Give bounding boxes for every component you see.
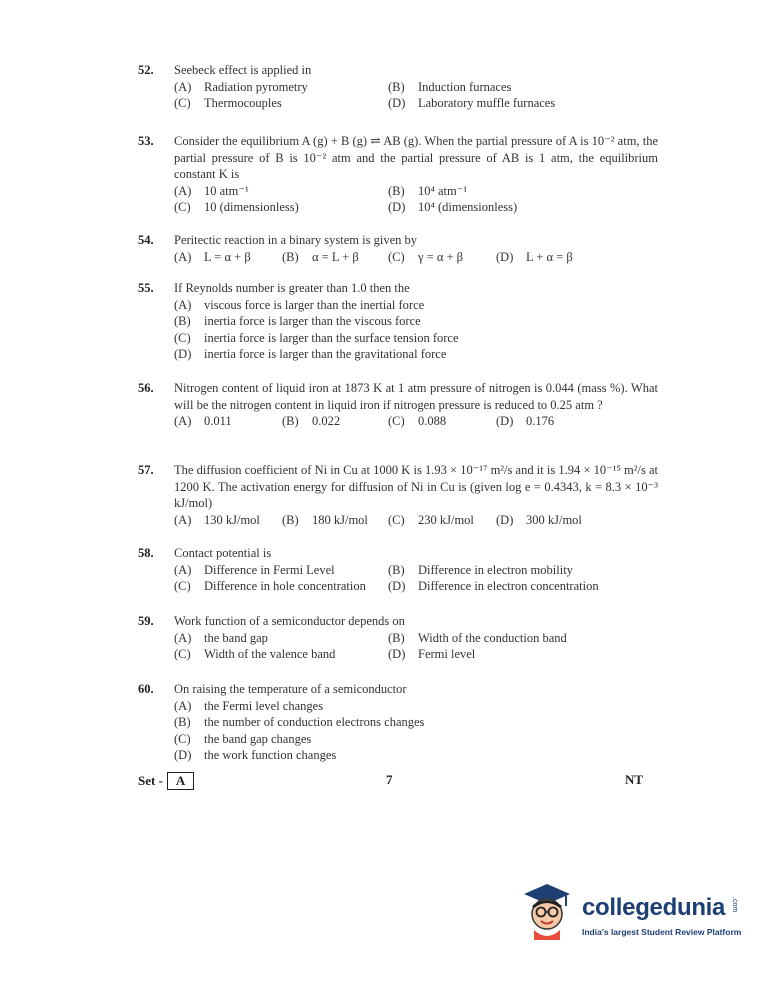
option-row — [174, 646, 658, 663]
option-label: (A) — [174, 512, 192, 527]
option-label: (B) — [282, 249, 299, 264]
option-label: (B) — [388, 183, 405, 198]
question-number: 59. — [138, 614, 154, 628]
question-block — [138, 232, 658, 265]
student-mascot-icon — [520, 880, 574, 942]
question-block — [138, 545, 658, 595]
option-label: (C) — [388, 414, 405, 428]
option-label: (B) — [174, 715, 191, 729]
option-row — [174, 413, 658, 430]
options — [174, 630, 658, 663]
question-number: 55. — [138, 281, 154, 295]
option-text: the number of conduction electrons changes — [204, 715, 425, 729]
option-text: Thermocouples — [204, 96, 282, 110]
answer-option — [496, 512, 582, 529]
option-label: (A) — [174, 249, 192, 264]
question-text: Contact potential is — [174, 546, 272, 560]
option-text: 10 atm⁻¹ — [204, 183, 249, 198]
option-text: Width of the conduction band — [418, 630, 567, 645]
option-label: (C) — [174, 731, 191, 746]
brand-tagline: India's largest Student Review Platform — [582, 927, 742, 937]
set-indicator — [138, 772, 194, 790]
option-label: (C) — [174, 647, 191, 661]
answer-option — [174, 747, 336, 764]
question-block — [138, 462, 658, 528]
question-number: 57. — [138, 463, 154, 477]
answer-option — [388, 95, 555, 112]
answer-option — [174, 346, 446, 363]
answer-option — [174, 330, 459, 347]
answer-option — [388, 630, 567, 647]
answer-option — [388, 199, 517, 216]
option-text: Difference in hole concentration — [204, 579, 366, 593]
option-label: (A) — [174, 698, 192, 713]
question-number: 56. — [138, 381, 154, 395]
option-label: (D) — [174, 347, 192, 361]
option-label: (C) — [174, 330, 191, 345]
option-label: (B) — [174, 314, 191, 328]
answer-option — [174, 79, 308, 96]
option-text: Induction furnaces — [418, 79, 512, 94]
option-text: the band gap — [204, 630, 268, 645]
answer-option — [174, 512, 260, 529]
option-text: 0.088 — [418, 414, 447, 428]
option-label: (C) — [174, 96, 191, 110]
option-text: 0.176 — [526, 414, 555, 428]
option-text: 10⁴ atm⁻¹ — [418, 183, 468, 198]
answer-option — [388, 249, 463, 266]
option-text: 10⁴ (dimensionless) — [418, 200, 518, 214]
option-row — [174, 330, 658, 347]
option-text: 0.022 — [312, 414, 341, 428]
option-label: (A) — [174, 183, 192, 198]
answer-option — [174, 183, 249, 200]
option-label: (C) — [388, 512, 405, 527]
options — [174, 249, 658, 266]
option-text: inertia force is larger than the viscous force — [204, 314, 421, 328]
options — [174, 698, 658, 764]
option-text: Width of the valence band — [204, 647, 336, 661]
option-label: (C) — [174, 579, 191, 593]
option-text: L = α + β — [204, 249, 251, 264]
answer-option — [282, 249, 359, 266]
option-label: (A) — [174, 79, 192, 94]
answer-option — [174, 297, 424, 314]
option-row — [174, 578, 658, 595]
answer-option — [174, 731, 311, 748]
option-text: L + α = β — [526, 249, 573, 264]
question-block — [138, 62, 658, 112]
option-label: (D) — [496, 414, 514, 428]
option-label: (D) — [388, 96, 406, 110]
option-row — [174, 512, 658, 529]
option-row — [174, 346, 658, 363]
brand-domain: .com — [731, 897, 738, 913]
options — [174, 297, 658, 363]
option-label: (B) — [388, 79, 405, 94]
question-text: On raising the temperature of a semiconductor — [174, 682, 407, 696]
question-text: If Reynolds number is greater than 1.0 then the — [174, 281, 410, 295]
answer-option — [174, 698, 323, 715]
option-label: (A) — [174, 297, 192, 312]
option-text: 130 kJ/mol — [204, 512, 260, 527]
option-text: the work function changes — [204, 748, 337, 762]
option-text: γ = α + β — [418, 249, 464, 264]
question-text: The diffusion coefficient of Ni in Cu at 1000 K is 1.93 × 10⁻¹⁷ m²/s and it is 1.94 × 10⁻¹⁵ m²/s at 1200 K. The activation energy for diffusion of Ni in Cu is (given log e = 0.4343, k = 8.3 × 10⁻³ kJ/mol) — [174, 463, 658, 510]
option-label: (B) — [282, 414, 299, 428]
question-block — [138, 613, 658, 663]
option-label: (A) — [174, 562, 192, 577]
question-number: 54. — [138, 233, 154, 247]
option-row — [174, 698, 658, 715]
option-text: 180 kJ/mol — [312, 512, 368, 527]
question-text: Consider the equilibrium A (g) + B (g) ⇌ AB (g). When the partial pressure of A is 10⁻² atm, the partial pressure of B is 10⁻² atm and the partial pressure of AB is 1 atm, the equilibrium constant K is — [174, 134, 658, 181]
answer-option — [174, 199, 299, 216]
answer-option — [174, 413, 232, 430]
question-text: Nitrogen content of liquid iron at 1873 K at 1 atm pressure of nitrogen is 0.044 (mass %). What will be the nitrogen content in liquid iron if nitrogen pressure is reduced to 0.25 atm ? — [174, 381, 658, 412]
answer-option — [174, 578, 366, 595]
answer-option — [174, 562, 335, 579]
answer-option — [388, 578, 599, 595]
option-label: (B) — [388, 630, 405, 645]
option-text: Difference in electron mobility — [418, 562, 573, 577]
question-block — [138, 681, 658, 764]
option-row — [174, 562, 658, 579]
set-box: A — [167, 772, 194, 790]
option-row — [174, 199, 658, 216]
answer-option — [496, 249, 573, 266]
answer-option — [174, 630, 268, 647]
question-text: Seebeck effect is applied in — [174, 63, 312, 77]
question-text: Peritectic reaction in a binary system is given by — [174, 233, 417, 247]
option-row — [174, 79, 658, 96]
option-label: (D) — [496, 512, 514, 527]
option-text: the Fermi level changes — [204, 698, 324, 713]
answer-option — [388, 183, 467, 200]
answer-option — [174, 646, 335, 663]
option-text: Laboratory muffle furnaces — [418, 96, 556, 110]
answer-option — [388, 79, 511, 96]
options — [174, 512, 658, 529]
option-row — [174, 249, 658, 266]
answer-option — [496, 413, 554, 430]
option-row — [174, 297, 658, 314]
option-text: inertia force is larger than the surface tension force — [204, 330, 459, 345]
option-label: (B) — [282, 512, 299, 527]
question-block — [138, 280, 658, 363]
answer-option — [282, 413, 340, 430]
option-text: 10 (dimensionless) — [204, 200, 299, 214]
answer-option — [174, 249, 251, 266]
option-text: Fermi level — [418, 647, 476, 661]
option-row — [174, 95, 658, 112]
question-text: Work function of a semiconductor depends on — [174, 614, 405, 628]
question-block — [138, 380, 658, 430]
option-row — [174, 630, 658, 647]
question-number: 52. — [138, 63, 154, 77]
option-text: Difference in electron concentration — [418, 579, 599, 593]
option-text: 0.011 — [204, 414, 232, 428]
option-label: (D) — [388, 579, 406, 593]
question-block — [138, 133, 658, 216]
options — [174, 79, 658, 112]
option-text: viscous force is larger than the inertial force — [204, 297, 425, 312]
option-text: 230 kJ/mol — [418, 512, 474, 527]
page-number: 7 — [386, 772, 393, 787]
answer-option — [388, 512, 474, 529]
answer-option — [174, 313, 421, 330]
answer-option — [282, 512, 368, 529]
option-row — [174, 731, 658, 748]
options — [174, 413, 658, 430]
option-label: (D) — [388, 647, 406, 661]
option-text: the band gap changes — [204, 731, 312, 746]
option-text: Radiation pyrometry — [204, 79, 308, 94]
question-number: 58. — [138, 546, 154, 560]
answer-option — [174, 714, 424, 731]
option-label: (D) — [174, 748, 192, 762]
option-label: (A) — [174, 414, 192, 428]
option-label: (D) — [388, 200, 406, 214]
option-row — [174, 183, 658, 200]
answer-option — [174, 95, 282, 112]
option-label: (B) — [388, 562, 405, 577]
option-label: (C) — [388, 249, 405, 264]
options — [174, 562, 658, 595]
option-text: inertia force is larger than the gravitational force — [204, 347, 447, 361]
option-row — [174, 747, 658, 764]
question-number: 60. — [138, 682, 154, 696]
option-row — [174, 714, 658, 731]
option-label: (A) — [174, 630, 192, 645]
answer-option — [388, 562, 573, 579]
option-text: α = L + β — [312, 249, 359, 264]
question-number: 53. — [138, 134, 154, 148]
option-text: 300 kJ/mol — [526, 512, 582, 527]
brand-name: collegedunia — [582, 894, 726, 921]
set-label: Set - — [138, 773, 163, 788]
options — [174, 183, 658, 216]
option-label: (C) — [174, 200, 191, 214]
option-row — [174, 313, 658, 330]
option-text: Difference in Fermi Level — [204, 562, 335, 577]
answer-option — [388, 646, 475, 663]
option-label: (D) — [496, 249, 514, 264]
collegedunia-logo[interactable] — [520, 880, 760, 950]
answer-option — [388, 413, 446, 430]
paper-code: NT — [624, 772, 643, 787]
